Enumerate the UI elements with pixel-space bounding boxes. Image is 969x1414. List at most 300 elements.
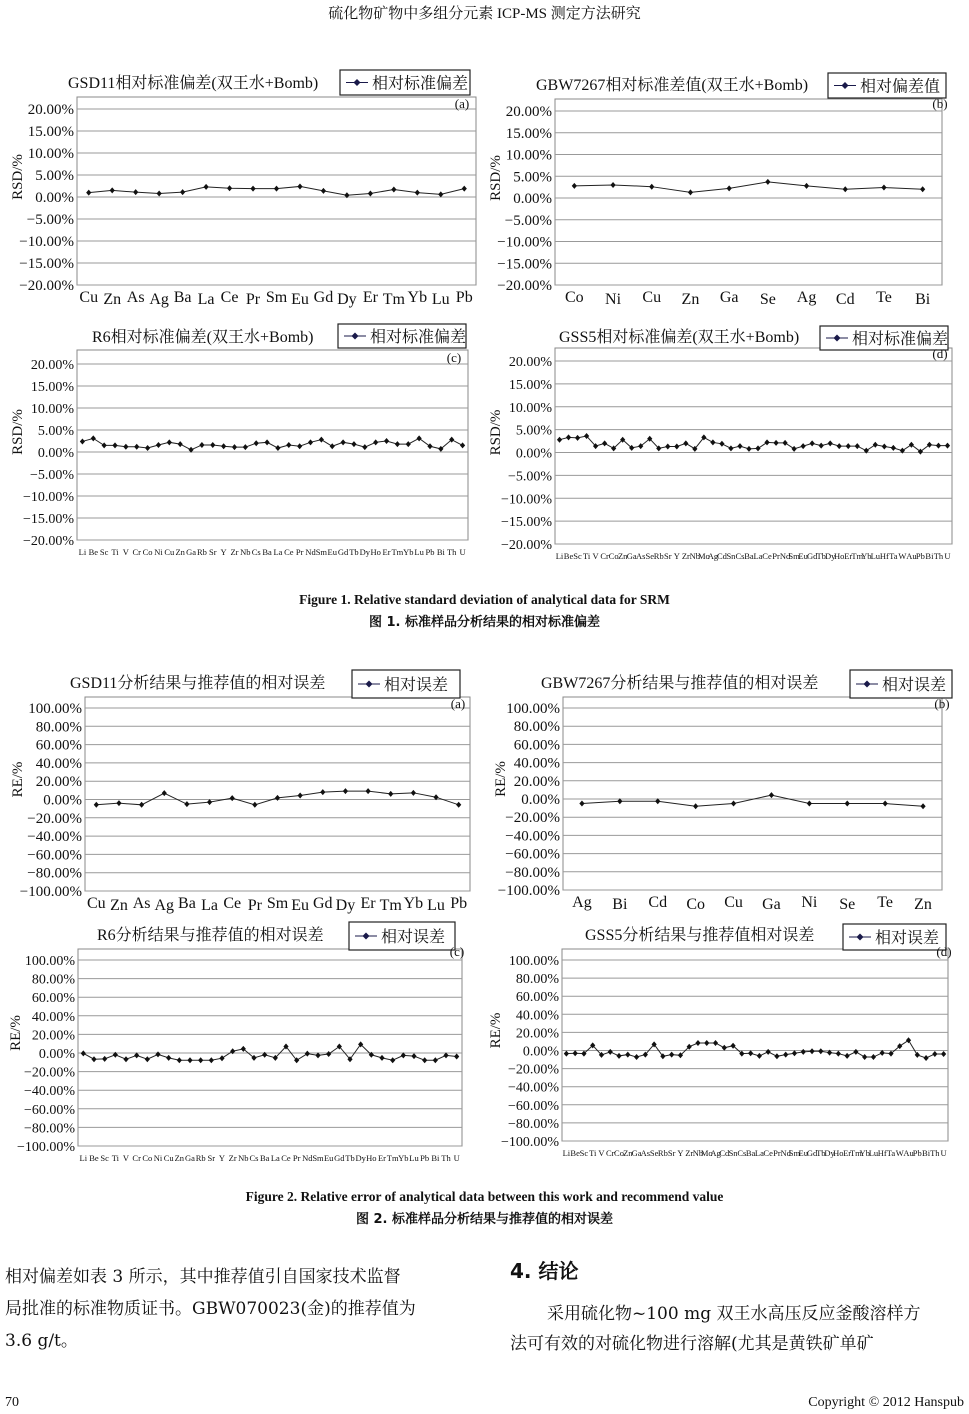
- x-tick-label: Th: [441, 1153, 451, 1163]
- x-tick-label: Ni: [154, 547, 163, 557]
- y-tick-label: 0.00%: [522, 1044, 559, 1060]
- chart-title: GBW7267分析结果与推荐值的相对误差: [541, 675, 819, 692]
- y-tick-label: −20.00%: [23, 1065, 75, 1081]
- y-tick-label: 5.00%: [37, 424, 74, 439]
- x-tick-label: Pr: [295, 547, 304, 557]
- x-tick-label: Gd: [334, 1153, 345, 1163]
- x-tick-label: Zn: [103, 291, 122, 308]
- x-tick-label: Cu: [724, 894, 743, 911]
- y-tick-label: −40.00%: [27, 829, 82, 846]
- x-tick-label: Sr: [664, 551, 672, 561]
- x-tick-label: As: [132, 895, 151, 912]
- y-tick-label: 10.00%: [30, 402, 74, 417]
- x-tick-label: Cs: [735, 551, 745, 561]
- y-tick-label: −20.00%: [505, 810, 560, 827]
- x-tick-label: Ag: [796, 289, 817, 306]
- y-tick-label: −10.00%: [497, 234, 552, 251]
- y-tick-label: −5.00%: [507, 469, 552, 485]
- figure2-caption-cn: 图 2. 标准样品分析结果与推荐值的相对误差: [355, 1212, 614, 1227]
- x-tick-label: Er: [377, 1153, 387, 1163]
- x-tick-label: Te: [876, 289, 892, 306]
- x-tick-label: As: [640, 1148, 651, 1158]
- x-tick-label: As: [126, 289, 145, 306]
- y-tick-label: 40.00%: [513, 755, 560, 772]
- y-tick-label: 0.00%: [35, 190, 74, 206]
- x-tick-label: Li: [78, 547, 87, 557]
- legend-label: 相对标准偏差: [370, 329, 467, 346]
- panel-label: (d): [932, 346, 948, 361]
- x-tick-label: Nb: [238, 1153, 249, 1163]
- x-tick-label: Sm: [788, 551, 800, 561]
- x-tick-label: U: [453, 1153, 460, 1163]
- legend: [349, 922, 455, 950]
- y-axis-label: RE/%: [10, 761, 26, 798]
- chart-3: [488, 326, 952, 561]
- x-tick-label: Ga: [186, 547, 197, 557]
- y-tick-label: −40.00%: [505, 828, 560, 845]
- x-tick-label: Cr: [132, 1153, 141, 1163]
- x-tick-label: W: [898, 551, 907, 561]
- y-tick-label: 5.00%: [513, 169, 552, 186]
- x-tick-label: Ba: [173, 289, 192, 306]
- y-tick-label: −20.00%: [27, 810, 82, 827]
- chart-title: GSD11相对标准偏差(双王水+Bomb): [68, 75, 319, 92]
- x-tick-label: Lu: [414, 547, 424, 557]
- body-text-line: 相对偏差如表 3 所示，其中推荐值引自国家技术监督: [5, 1267, 401, 1287]
- x-tick-label: Ga: [631, 1148, 642, 1158]
- chart-1: [488, 73, 948, 308]
- x-tick-label: Co: [686, 896, 705, 913]
- x-tick-label: Ce: [763, 1148, 773, 1158]
- x-tick-label: Sr: [667, 1148, 676, 1158]
- x-tick-label: U: [940, 1148, 947, 1158]
- y-tick-label: 100.00%: [508, 954, 559, 969]
- y-tick-label: 80.00%: [31, 972, 75, 988]
- y-tick-label: 80.00%: [35, 719, 82, 736]
- x-tick-label: Cs: [737, 1148, 747, 1158]
- x-tick-label: Au: [903, 1148, 914, 1158]
- y-tick-label: −80.00%: [27, 865, 82, 882]
- y-axis-label: RE/%: [493, 761, 509, 797]
- y-tick-label: 100.00%: [28, 701, 82, 717]
- y-tick-label: −15.00%: [19, 256, 74, 272]
- y-tick-label: −100.00%: [497, 883, 560, 899]
- plot-area: [555, 99, 942, 285]
- y-tick-label: 20.00%: [505, 104, 552, 120]
- x-tick-label: Sc: [99, 547, 109, 557]
- y-tick-label: 20.00%: [27, 102, 74, 118]
- y-tick-label: 40.00%: [31, 1009, 75, 1025]
- x-tick-label: Tb: [345, 1153, 355, 1163]
- x-tick-label: Tm: [851, 551, 864, 561]
- x-tick-label: Yb: [861, 551, 872, 561]
- x-tick-label: Bi: [436, 547, 445, 557]
- x-tick-label: Yb: [859, 1148, 870, 1158]
- x-tick-label: Y: [673, 551, 680, 561]
- y-tick-label: 0.00%: [513, 191, 552, 207]
- x-tick-label: Li: [79, 1153, 88, 1163]
- x-tick-label: Zn: [623, 1148, 633, 1158]
- y-tick-label: −20.00%: [19, 278, 74, 294]
- page-number: 70: [5, 1395, 19, 1410]
- x-tick-label: Yb: [407, 289, 428, 306]
- y-tick-label: 0.00%: [37, 446, 74, 461]
- x-tick-label: Zn: [175, 547, 185, 557]
- body-text-line: 法可有效的对硫化物进行溶解(尤其是黄铁矿单矿: [510, 1334, 874, 1354]
- x-tick-label: Pr: [245, 291, 261, 308]
- x-tick-label: Sc: [573, 551, 582, 561]
- x-tick-label: Ni: [153, 1153, 163, 1163]
- section-heading: 4. 结论: [510, 1259, 579, 1283]
- chart-6: [8, 922, 464, 1163]
- x-tick-label: Th: [446, 547, 457, 557]
- x-tick-label: Cd: [719, 1148, 730, 1158]
- x-tick-label: Pb: [915, 551, 925, 561]
- running-header: 硫化物矿物中多组分元素 ICP-MS 测定方法研究: [328, 6, 641, 22]
- legend-label: 相对误差: [381, 929, 446, 946]
- x-tick-label: Se: [645, 551, 654, 561]
- legend-label: 相对标准偏差: [852, 331, 949, 348]
- x-tick-label: Ag: [707, 551, 719, 561]
- y-tick-label: 60.00%: [513, 737, 560, 754]
- x-tick-label: Yb: [403, 547, 414, 557]
- x-tick-label: Ti: [582, 551, 591, 561]
- legend: [340, 70, 470, 95]
- y-tick-label: 0.00%: [515, 446, 552, 462]
- y-tick-label: −80.00%: [23, 1121, 75, 1137]
- y-axis-label: RSD/%: [488, 155, 504, 201]
- x-tick-label: Ti: [111, 1153, 119, 1163]
- y-tick-label: −10.00%: [500, 492, 552, 508]
- x-tick-label: Gd: [806, 1148, 818, 1158]
- x-tick-label: Ho: [370, 547, 381, 557]
- y-tick-label: −20.00%: [500, 538, 552, 553]
- x-tick-label: Se: [759, 291, 776, 308]
- y-tick-label: 0.00%: [521, 792, 560, 808]
- x-tick-label: Cu: [642, 289, 662, 306]
- legend-label: 相对误差: [875, 930, 940, 947]
- x-tick-label: Ni: [605, 291, 622, 308]
- x-tick-label: Au: [906, 551, 917, 561]
- x-tick-label: Ba: [259, 1153, 270, 1163]
- x-tick-label: Er: [843, 1148, 852, 1158]
- y-tick-label: 60.00%: [515, 990, 559, 1006]
- x-tick-label: Pb: [420, 1153, 430, 1163]
- x-tick-label: W: [895, 1148, 904, 1158]
- x-tick-label: Lu: [431, 291, 450, 308]
- x-tick-label: Bi: [431, 1153, 440, 1163]
- x-tick-label: Er: [382, 547, 391, 557]
- x-tick-label: Mo: [700, 1148, 713, 1158]
- x-tick-label: Ta: [889, 551, 898, 561]
- x-tick-label: Cs: [251, 547, 261, 557]
- x-tick-label: Sm: [788, 1148, 801, 1158]
- x-tick-label: U: [459, 547, 466, 557]
- legend-label: 相对标准偏差: [372, 75, 469, 93]
- chart-title: GSS5分析结果与推荐值相对误差: [585, 927, 815, 944]
- x-tick-label: Nd: [305, 547, 316, 557]
- y-tick-label: 40.00%: [35, 755, 82, 772]
- x-tick-label: Dy: [337, 291, 357, 308]
- x-tick-label: Er: [844, 551, 853, 561]
- x-tick-label: Ce: [284, 547, 294, 557]
- y-tick-label: −60.00%: [505, 846, 560, 863]
- x-tick-label: Sr: [208, 547, 217, 557]
- panel-label: (b): [932, 96, 948, 111]
- x-tick-label: Lu: [868, 1148, 879, 1158]
- x-tick-label: Tb: [816, 1148, 826, 1158]
- panel-label: (a): [454, 96, 470, 111]
- x-tick-label: Zn: [914, 896, 932, 913]
- y-tick-label: 10.00%: [505, 147, 552, 164]
- x-tick-label: Cd: [835, 291, 855, 308]
- x-tick-label: Pb: [455, 289, 473, 306]
- x-tick-label: Nb: [689, 551, 701, 561]
- x-tick-label: Eu: [798, 551, 808, 561]
- chart-4: [10, 670, 470, 914]
- x-tick-label: Gd: [313, 289, 334, 306]
- x-tick-label: Sc: [100, 1153, 109, 1163]
- y-tick-label: 80.00%: [515, 972, 559, 988]
- x-tick-label: Gd: [806, 551, 818, 561]
- x-tick-label: Pr: [772, 551, 780, 561]
- x-tick-label: Eu: [798, 1148, 808, 1158]
- x-tick-label: Ag: [154, 897, 175, 914]
- x-tick-label: Ba: [178, 895, 196, 912]
- y-tick-label: 15.00%: [27, 124, 74, 140]
- x-tick-label: Eu: [323, 1153, 334, 1163]
- x-tick-label: Ho: [834, 551, 845, 561]
- figure2-caption-en: Figure 2. Relative error of analytical data between this work and recommend value: [245, 1189, 724, 1204]
- x-tick-label: Hf: [879, 551, 889, 561]
- x-tick-label: La: [270, 1153, 280, 1163]
- x-tick-label: Ce: [281, 1153, 291, 1163]
- x-tick-label: Th: [933, 551, 944, 561]
- x-tick-label: Cr: [132, 547, 141, 557]
- x-tick-label: Ni: [801, 894, 818, 911]
- y-tick-label: 20.00%: [515, 1026, 559, 1042]
- x-tick-label: Nd: [779, 551, 791, 561]
- chart-title: GSS5相对标准偏差(双王水+Bomb): [559, 329, 800, 346]
- y-axis-label: RSD/%: [488, 409, 504, 456]
- x-tick-label: Sn: [726, 551, 736, 561]
- x-tick-label: Pb: [450, 895, 468, 912]
- y-tick-label: 80.00%: [513, 719, 560, 736]
- x-tick-label: Nb: [240, 547, 251, 557]
- x-tick-label: Sr: [207, 1153, 216, 1163]
- x-tick-label: Dy: [355, 1153, 366, 1163]
- x-tick-label: Dy: [335, 897, 356, 914]
- x-tick-label: Co: [142, 1153, 153, 1163]
- x-tick-label: Hf: [877, 1148, 887, 1158]
- x-tick-label: Ga: [719, 289, 739, 306]
- x-tick-label: Bi: [925, 551, 934, 561]
- x-tick-label: Bi: [922, 1148, 931, 1158]
- x-tick-label: Yb: [403, 895, 424, 912]
- panel-label: (c): [449, 944, 465, 959]
- y-tick-label: 15.00%: [508, 377, 552, 393]
- x-tick-label: Li: [555, 551, 564, 561]
- x-tick-label: Cr: [606, 1148, 615, 1158]
- x-tick-label: Zr: [685, 1148, 694, 1158]
- body-text-line: 采用硫化物~100 mg 双王水高压反应釜酸溶样方: [547, 1304, 921, 1324]
- x-tick-label: Ba: [744, 551, 754, 561]
- x-tick-label: Lu: [427, 897, 445, 914]
- y-tick-label: −100.00%: [500, 1135, 559, 1150]
- x-tick-label: Be: [563, 551, 574, 561]
- x-tick-label: U: [944, 551, 951, 561]
- x-tick-label: Co: [142, 547, 153, 557]
- x-tick-label: La: [753, 551, 763, 561]
- x-tick-label: Tm: [386, 1153, 399, 1163]
- y-tick-label: −60.00%: [507, 1098, 559, 1114]
- x-tick-label: Ti: [111, 547, 119, 557]
- y-tick-label: −15.00%: [497, 256, 552, 273]
- y-tick-label: −40.00%: [507, 1080, 559, 1096]
- legend: [850, 670, 952, 698]
- x-tick-label: Th: [930, 1148, 940, 1158]
- x-tick-label: Gd: [337, 547, 349, 557]
- x-tick-label: La: [197, 291, 215, 308]
- x-tick-label: Dy: [824, 551, 836, 561]
- panel-label: (d): [936, 944, 952, 959]
- legend-label: 相对偏差值: [860, 78, 941, 96]
- x-tick-label: Cd: [716, 551, 727, 561]
- y-tick-label: 10.00%: [508, 400, 552, 416]
- x-tick-label: Sm: [312, 1153, 324, 1163]
- x-tick-label: Co: [608, 551, 619, 561]
- figure1-caption-en: Figure 1. Relative standard deviation of analytical data for SRM: [299, 592, 670, 607]
- y-tick-label: −15.00%: [500, 515, 552, 531]
- body-text-line: 局批准的标准物质证书。GBW070023(金)的推荐值为: [5, 1299, 416, 1319]
- y-tick-label: −100.00%: [19, 884, 82, 900]
- y-tick-label: −80.00%: [505, 864, 560, 881]
- x-tick-label: Cs: [249, 1153, 259, 1163]
- y-tick-label: −10.00%: [22, 490, 74, 505]
- x-tick-label: Yb: [398, 1153, 409, 1163]
- x-tick-label: Ba: [745, 1148, 756, 1158]
- x-tick-label: V: [598, 1148, 605, 1158]
- x-tick-label: Pr: [292, 1153, 301, 1163]
- x-tick-label: Tb: [816, 551, 826, 561]
- chart-5: [493, 670, 952, 913]
- x-tick-label: Cu: [163, 1153, 174, 1163]
- legend: [843, 924, 946, 950]
- x-tick-label: Dy: [824, 1148, 835, 1158]
- x-tick-label: Cd: [648, 894, 668, 911]
- x-tick-label: La: [201, 897, 218, 914]
- x-tick-label: Pb: [912, 1148, 922, 1158]
- x-tick-label: Ag: [710, 1148, 721, 1158]
- x-tick-label: Ce: [762, 551, 772, 561]
- y-tick-label: 20.00%: [35, 774, 82, 791]
- y-tick-label: 5.00%: [515, 423, 552, 439]
- legend: [828, 73, 946, 98]
- x-tick-label: Lu: [409, 1153, 419, 1163]
- x-tick-label: Te: [877, 894, 894, 911]
- y-axis-label: RE/%: [488, 1012, 504, 1049]
- y-tick-label: −80.00%: [507, 1116, 559, 1132]
- chart-7: [488, 924, 952, 1158]
- legend-label: 相对误差: [882, 677, 947, 694]
- copyright: Copyright © 2012 Hanspub: [808, 1395, 964, 1410]
- chart-title: R6相对标准偏差(双王水+Bomb): [92, 329, 314, 346]
- panel-label: (a): [450, 696, 466, 711]
- x-tick-label: Rb: [653, 551, 664, 561]
- x-tick-label: Cu: [86, 895, 106, 912]
- y-tick-label: −5.00%: [26, 212, 74, 228]
- x-tick-label: Ho: [366, 1153, 377, 1163]
- x-tick-label: V: [122, 547, 129, 557]
- x-tick-label: Pr: [773, 1148, 781, 1158]
- x-tick-label: Y: [218, 1153, 226, 1163]
- x-tick-label: Rb: [196, 547, 207, 557]
- x-tick-label: V: [122, 1153, 130, 1163]
- x-tick-label: Cu: [79, 289, 99, 306]
- x-tick-label: Zn: [110, 897, 128, 914]
- x-tick-label: Li: [562, 1148, 571, 1158]
- x-tick-label: Er: [362, 289, 378, 306]
- y-axis-label: RE/%: [8, 1015, 24, 1051]
- x-tick-label: Tm: [382, 291, 405, 308]
- x-tick-label: Nb: [692, 1148, 704, 1158]
- x-tick-label: Zn: [617, 551, 628, 561]
- x-tick-label: Ag: [149, 291, 169, 308]
- chart-title: R6分析结果与推荐值的相对误差: [97, 927, 324, 944]
- x-tick-label: Be: [570, 1148, 580, 1158]
- x-tick-label: Ho: [833, 1148, 844, 1158]
- x-tick-label: Ti: [589, 1148, 597, 1158]
- x-tick-label: Tm: [379, 897, 402, 914]
- x-tick-label: Nd: [780, 1148, 791, 1158]
- y-tick-label: 10.00%: [27, 146, 74, 162]
- x-tick-label: Pb: [425, 547, 435, 557]
- x-tick-label: As: [635, 551, 646, 561]
- x-tick-label: Se: [649, 1148, 659, 1158]
- y-tick-label: −60.00%: [27, 847, 82, 864]
- x-tick-label: Ga: [626, 551, 637, 561]
- y-tick-label: −60.00%: [23, 1102, 75, 1118]
- x-tick-label: Eu: [327, 547, 337, 557]
- x-tick-label: Ba: [262, 547, 272, 557]
- x-tick-label: Mo: [697, 551, 710, 561]
- x-tick-label: Be: [88, 547, 99, 557]
- y-tick-label: −15.00%: [22, 512, 74, 527]
- x-tick-label: Sn: [728, 1148, 738, 1158]
- y-tick-label: 15.00%: [30, 380, 74, 395]
- y-tick-label: −10.00%: [19, 234, 74, 250]
- x-tick-label: Eu: [291, 291, 309, 308]
- legend: [820, 326, 948, 350]
- y-tick-label: 20.00%: [513, 773, 560, 790]
- x-tick-label: La: [273, 547, 283, 557]
- body-text-line: 3.6 g/t。: [5, 1331, 78, 1351]
- x-tick-label: Bi: [612, 896, 628, 913]
- x-tick-label: La: [754, 1148, 764, 1158]
- y-tick-label: 0.00%: [38, 1047, 75, 1062]
- x-tick-label: Ta: [886, 1148, 896, 1158]
- y-tick-label: 20.00%: [508, 355, 552, 370]
- x-tick-label: Ce: [223, 895, 242, 912]
- y-tick-label: 20.00%: [30, 358, 74, 373]
- y-tick-label: 0.00%: [43, 792, 82, 809]
- x-tick-label: Rb: [195, 1153, 206, 1163]
- x-tick-label: Zn: [174, 1153, 185, 1163]
- x-tick-label: Sm: [266, 895, 289, 912]
- x-tick-label: Zn: [681, 291, 700, 308]
- x-tick-label: Cr: [600, 551, 609, 561]
- y-tick-label: −5.00%: [29, 468, 74, 483]
